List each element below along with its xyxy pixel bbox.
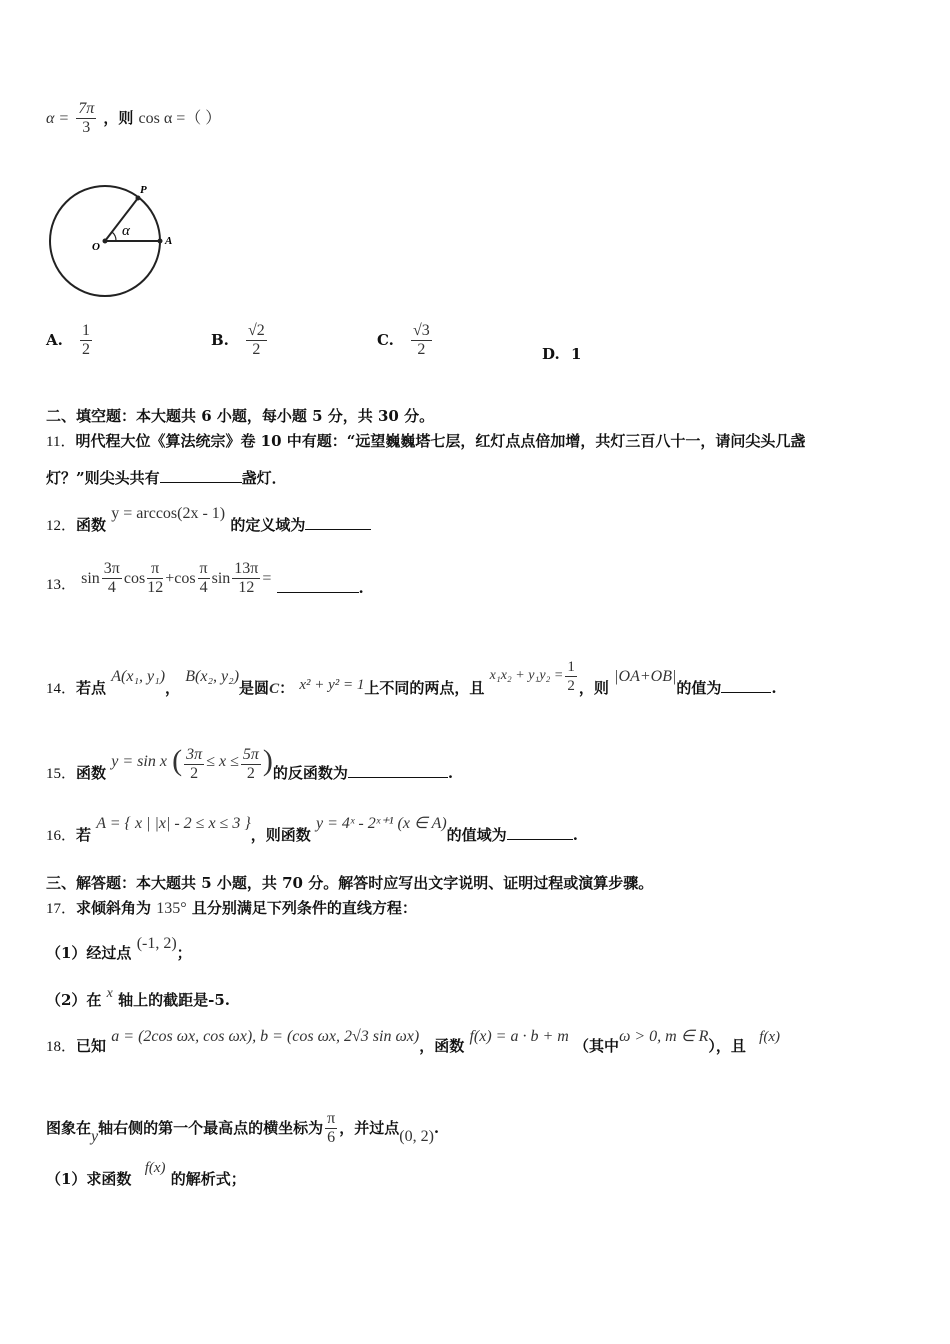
q14-point-b: B(x₂, y₂) — [185, 667, 240, 685]
q11-line1 — [46, 430, 805, 451]
q17-part2 — [46, 986, 231, 1010]
alpha-fraction — [76, 100, 96, 137]
q10-cos: cos α =（ ） — [138, 110, 222, 127]
q17-number: 17． — [46, 901, 77, 917]
q18-vectors: a = (2cos ωx, cos ωx), b = (cos ωx, 2√3 sin ωx) — [111, 1028, 420, 1045]
q14-end: . — [771, 678, 777, 697]
q17-part2-text-a: （2）在 — [46, 991, 102, 1009]
q18-number: 18． — [46, 1039, 77, 1055]
q14-text-c: 上不同的两点，且 — [364, 678, 485, 697]
option-a — [46, 322, 94, 359]
q18-pi-over-6 — [325, 1110, 337, 1147]
q11-text-line1: 明代程大位《算法统宗》卷 10 中有题：“远望巍巍塔七层，红灯点点倍加增，共灯三百八十一，请问尖头几盏 — [75, 432, 806, 450]
q15-text-a: 函数 — [76, 764, 107, 782]
label-alpha: α — [122, 223, 130, 239]
option-d-value: 1 — [570, 345, 582, 363]
q16-text-b: ，则函数 — [250, 826, 311, 844]
q12-text-b: 的定义域为 — [230, 516, 306, 534]
q11-answer-blank[interactable] — [160, 468, 242, 483]
q13-sin2: sin — [211, 570, 231, 587]
q18-line2-text-a: 图象在 — [46, 1118, 92, 1137]
q18-line2-end: . — [433, 1118, 440, 1137]
q17-part2-text-b: 轴上的截距是-5. — [118, 991, 231, 1009]
option-a-den: 2 — [81, 341, 90, 358]
q18-point: (0, 2) — [399, 1127, 434, 1145]
q12-formula: y = arccos(2x - 1) — [111, 505, 226, 522]
q15-hi-num: 5π — [242, 745, 259, 763]
option-c-letter: C. — [377, 331, 394, 349]
q15 — [46, 728, 454, 782]
q13-frac2-num: π — [147, 560, 163, 579]
q11-line2 — [46, 467, 287, 488]
q18-text-a: 已知 — [76, 1037, 107, 1055]
q14-vector-sum: |OA+OB| — [614, 667, 677, 685]
q18-fx: f(x) — [759, 1029, 780, 1045]
q15-lo-num: 3π — [186, 745, 203, 763]
q17-angle: 135° — [156, 900, 187, 917]
q14-cond-den: 2 — [567, 678, 575, 694]
unit-circle-figure — [44, 182, 184, 302]
q16-formula: y = 4ˣ - 2ˣ⁺¹ (x ∈ A) — [315, 815, 447, 832]
q14-text-e: 的值为 — [676, 678, 722, 697]
option-b-den: 2 — [252, 341, 261, 358]
q12-text-a: 函数 — [76, 516, 107, 534]
option-b-fraction — [246, 322, 267, 359]
q18-line2 — [46, 1096, 440, 1146]
option-a-num: 1 — [81, 322, 90, 339]
q10-stem — [46, 100, 221, 137]
label-A: A — [165, 235, 173, 247]
q13-frac1 — [102, 560, 122, 597]
label-O: O — [92, 241, 100, 253]
q16-number: 16． — [46, 828, 77, 844]
q13-frac4-num: 13π — [234, 560, 259, 577]
q14-text-b: 是圆 — [239, 678, 270, 697]
q13-equals: = — [262, 570, 272, 587]
q16-end: . — [572, 826, 578, 844]
q13-number: 13． — [46, 577, 77, 593]
q15-paren-left: ( — [172, 744, 183, 777]
option-c-den: 2 — [417, 341, 426, 358]
option-a-fraction — [80, 322, 92, 359]
section3-heading: 三、解答题：本大题共 5 小题，共 70 分。解答时应写出文字说明、证明过程或演算步骤。 — [46, 874, 654, 892]
q14-comma: ， — [165, 678, 181, 697]
q14-cond-fraction — [565, 658, 577, 695]
option-d — [542, 345, 581, 363]
q17-part2-x: x — [106, 986, 113, 1001]
q16-set-a: A = { x | |x| - 2 ≤ x ≤ 3 } — [96, 815, 251, 832]
option-d-letter: D. — [542, 345, 560, 363]
q18-line2-text-c: ，并过点 — [339, 1118, 400, 1137]
q18-y-axis: y — [91, 1127, 99, 1145]
q13-end: . — [358, 579, 364, 597]
q13-frac4 — [232, 560, 260, 597]
option-c-num: √3 — [413, 322, 430, 339]
q15-formula: y = sin x — [111, 753, 167, 770]
q17-text-a: 求倾斜角为 — [76, 899, 152, 917]
q13-cos1: cos — [123, 570, 146, 587]
q17-part1-end: ； — [176, 944, 192, 962]
q12 — [46, 505, 371, 535]
q16 — [46, 812, 578, 844]
q15-lo-fraction — [184, 746, 204, 783]
q14-number: 14． — [46, 680, 77, 697]
q18-function: f(x) = a · b + m — [469, 1028, 569, 1045]
point-P — [136, 196, 141, 201]
q13-frac4-den: 12 — [238, 579, 255, 596]
q18-text-c: （其中 — [574, 1037, 620, 1055]
q18-part1 — [46, 1156, 246, 1188]
q12-answer-blank[interactable] — [305, 515, 371, 530]
q14-text-d: ，则 — [578, 678, 609, 697]
q14 — [46, 648, 777, 697]
q18-line1 — [46, 1025, 780, 1055]
angle-arc — [112, 232, 116, 241]
q11-text-b: 盏灯． — [241, 469, 287, 487]
q15-inequality: ≤ x ≤ — [206, 753, 239, 770]
q18-text-d: ），且 — [708, 1037, 746, 1055]
q15-text-b: 的反函数为 — [272, 764, 348, 782]
point-O — [103, 239, 108, 244]
q15-lo-den: 2 — [190, 764, 199, 782]
option-b-num: √2 — [248, 322, 265, 339]
q11-number: 11． — [46, 434, 76, 450]
option-b-letter: B. — [211, 331, 229, 349]
q13-frac3 — [198, 560, 210, 597]
label-P: P — [140, 184, 147, 196]
q13-frac3-den: 4 — [199, 579, 208, 596]
q18-frac-num: π — [327, 1110, 336, 1127]
q15-hi-den: 2 — [246, 764, 255, 782]
q15-number: 15． — [46, 766, 77, 782]
q16-text-a: 若 — [76, 826, 92, 844]
q15-paren-right: ) — [262, 744, 273, 777]
q14-cond-num: 1 — [567, 659, 575, 675]
q14-circle-eq: x² + y² = 1 — [299, 676, 365, 693]
q13-frac1-num: 3π — [103, 560, 120, 577]
q16-answer-blank[interactable] — [507, 825, 573, 840]
q18-line2-text-b: 轴右侧的第一个最高点的横坐标为 — [98, 1118, 324, 1137]
section2-heading: 二、填空题：本大题共 6 小题，每小题 5 分，共 30 分。 — [46, 407, 435, 425]
q13 — [46, 560, 364, 597]
q17-part1-text: （1）经过点 — [46, 944, 132, 962]
q11-text-a: 灯？”则尖头共有 — [46, 469, 160, 487]
q14-text-a: 若点 — [76, 678, 107, 697]
q13-frac2 — [147, 560, 163, 597]
q14-point-a: A(x₁, y₁) — [111, 667, 166, 685]
option-c-fraction — [411, 322, 432, 359]
q14-condition: x₁x₂ + y₁y₂ = — [489, 667, 564, 683]
q15-hi-fraction — [241, 746, 261, 783]
q13-answer-blank[interactable] — [277, 578, 359, 593]
q14-answer-blank[interactable] — [721, 678, 771, 693]
q13-sin1: sin — [81, 570, 100, 587]
alpha-numerator: 7π — [78, 100, 95, 117]
q13-frac1-den: 4 — [107, 579, 116, 596]
alpha-eq: α = — [46, 110, 70, 127]
q14-colon: ： — [279, 678, 295, 697]
q17-text-b: 且分别满足下列条件的直线方程： — [191, 899, 417, 917]
q16-text-c: 的值域为 — [446, 826, 507, 844]
q17-part1-point: (-1, 2) — [136, 935, 177, 952]
option-b — [211, 322, 269, 359]
q13-cos2: cos — [174, 570, 196, 587]
q10-text: ，则 — [103, 109, 134, 127]
q17-part1 — [46, 935, 192, 963]
q13-frac2-den: 12 — [147, 579, 164, 596]
q18-frac-den: 6 — [327, 1129, 336, 1146]
q14-circle-name: C — [269, 680, 280, 697]
q12-number: 12． — [46, 518, 77, 534]
q18-condition: ω > 0, m ∈ R — [619, 1028, 709, 1045]
option-a-letter: A. — [46, 331, 63, 349]
point-A — [158, 239, 163, 244]
q15-answer-blank[interactable] — [348, 763, 448, 778]
q18-part1-text-a: （1）求函数 — [46, 1170, 132, 1188]
option-c — [377, 322, 434, 359]
q15-end: . — [447, 764, 454, 782]
alpha-denominator: 3 — [82, 119, 91, 136]
q17-stem — [46, 897, 417, 918]
q18-text-b: ，函数 — [419, 1037, 465, 1055]
q13-plus: + — [165, 570, 175, 587]
q13-frac3-num: π — [199, 560, 208, 577]
q18-part1-fx: f(x) — [144, 1160, 166, 1176]
q18-part1-text-b: 的解析式； — [170, 1170, 246, 1188]
